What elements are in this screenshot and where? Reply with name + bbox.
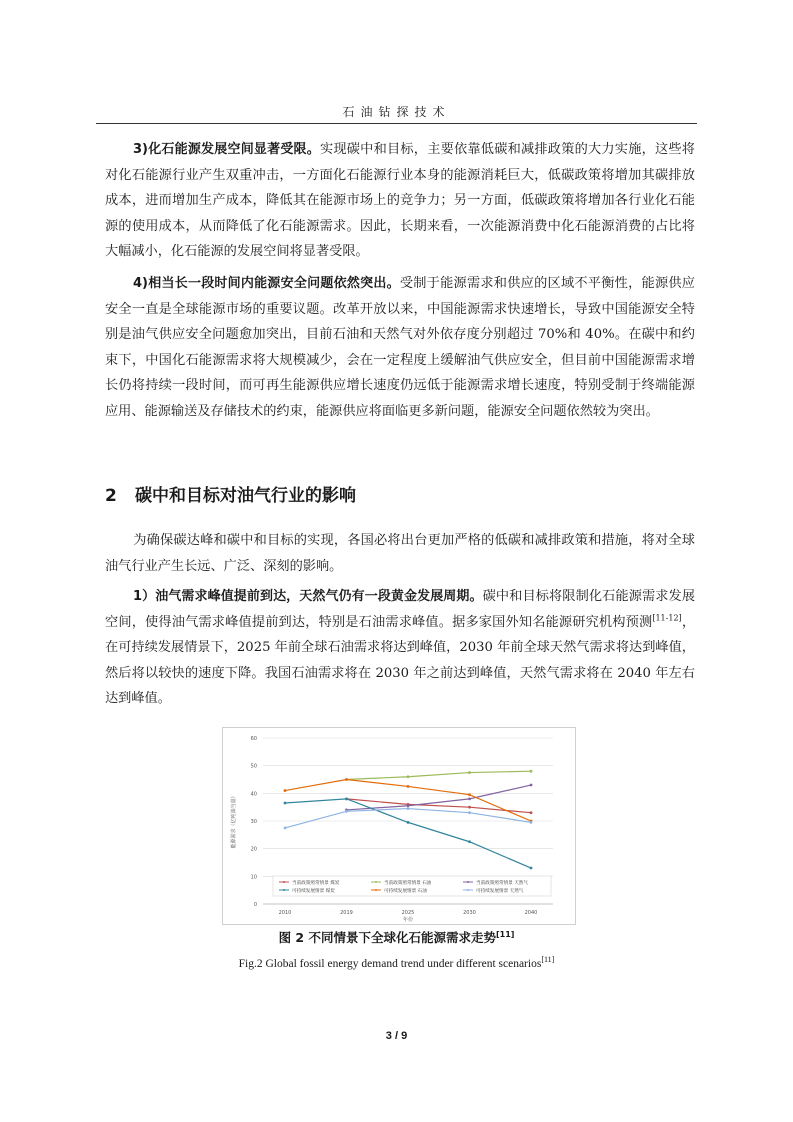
demand-chart [222,727,576,925]
y-tick-label: 10 [250,874,257,881]
data-point [530,811,533,814]
data-point [407,804,410,807]
y-tick-label: 20 [250,846,257,853]
data-point [530,821,533,824]
x-tick-label: 2025 [401,910,415,916]
data-point [284,827,287,830]
caption-citation: [11] [541,955,555,965]
data-point [407,807,410,810]
paragraph-lead: 4)相当长一段时间内能源安全问题依然突出。 [133,276,400,291]
data-point [345,797,348,800]
data-point [468,840,471,843]
paragraph-body: 实现碳中和目标，主要依靠低碳和减排政策的大力实施，这些将对化石能源行业产生双重冲击，一方面化石能源行业本身的能源消耗巨大，低碳政策将增加其碳排放成本，进而增加生产成本，降低其在能源市场上的竞争力；另一方面，低碳政策将增加各行业化石能源的使用成本，从而降低了化石能源需求。因此，长期来看，一次能源消费中化石能源消费的占比将大幅减小，化石能源的发展空间将显著受限。 [105,142,695,259]
data-point [407,775,410,778]
paragraph-lead: 3)化石能源发展空间显著受限。 [133,142,320,157]
figure-caption-cn [96,928,697,946]
legend-label: 当前政策照常情景 石油 [384,880,432,886]
section-title: 碳中和目标对油气行业的影响 [135,486,356,506]
data-point [468,771,471,774]
data-point [468,811,471,814]
x-tick-label: 2040 [524,910,538,916]
chart-svg [223,728,575,924]
paragraph-intro [105,528,695,579]
journal-header: 石油钻探技术 [342,105,451,119]
section-heading [105,481,356,506]
legend-label: 可持续发展情景 石油 [384,888,427,894]
legend-marker [283,889,285,891]
header-rule [96,123,697,124]
legend-label: 当前政策照常情景 煤炭 [292,880,340,886]
figure-caption-en [96,955,697,970]
series-layer [284,770,533,870]
legend-label: 当前政策照常情景 天然气 [476,880,528,886]
legend-marker [467,889,469,891]
paragraph-lead: 1）油气需求峰值提前到达，天然气仍有一段黄金发展周期。 [133,589,483,604]
data-point [530,784,533,787]
x-tick-label: 2010 [278,910,292,916]
section-number: 2 [105,486,117,506]
data-point [407,785,410,788]
legend-layer [273,876,551,896]
data-point [468,793,471,796]
data-point [284,802,287,805]
data-point [530,867,533,870]
paragraph-body: 为确保碳达峰和碳中和目标的实现，各国必将出台更加严格的低碳和减排政策和措施，将对全球油气行业产生长远、广泛、深刻的影响。 [105,533,695,574]
data-point [468,806,471,809]
y-tick-label: 40 [250,791,257,798]
caption-citation: [11] [495,929,515,939]
data-point [345,810,348,813]
series-line-5 [285,809,531,828]
y-tick-label: 0 [253,902,257,908]
page-number: 3 / 9 [385,1030,408,1042]
y-tick-label: 50 [250,763,257,770]
paragraph-body: 受制于能源需求和供应的区域不平衡性，能源供应安全一直是全球能源市场的重要议题。改革开放以来，中国能源需求快速增长，导致中国能源安全特别是油气供应安全问题愈加突出，目前石油和天然气对外依存度分别超过 70%和 40%。在碳中和约束下，中国化石能源需求将大规模减少，会在一定程度上缓解油气供应安全，但目前中国能源需求增长仍将持续一段时间，而可再生能源供应增长速度仍远低于能源需求增长速度，特别受制于终端能源应用、能源输送及存储技术的约束，能源供应将面临更多新问题，能源安全问题依然较为突出。 [105,276,695,419]
caption-text: 图 2 不同情景下全球化石能源需求走势 [278,930,496,945]
legend-label: 可持续发展情景 天然气 [476,888,524,894]
y-tick-label: 30 [250,819,257,825]
paragraph-fossil-energy-limited [105,137,695,265]
legend-marker [375,889,377,891]
legend-marker [283,881,285,883]
x-axis-label: 年份 [402,917,414,923]
x-tick-label: 2019 [340,910,353,916]
paragraph-body: 碳中和目标将限制化石能源需求发展空间，使得油气需求峰值提前到达，特别是石油需求峰值。据多家国外知名能源研究机构预测 [105,589,696,630]
data-point [407,821,410,824]
caption-text: Fig.2 Global fossil energy demand trend under different scenarios [238,958,542,970]
y-tick-label: 60 [250,736,257,742]
y-axis-label: 能源需求（亿吨油当量） [231,793,237,849]
legend-label: 可持续发展情景 煤炭 [292,888,335,894]
data-point [284,789,287,792]
data-point [345,778,348,781]
paragraph-energy-security [105,271,695,424]
data-point [530,770,533,773]
x-tick-label: 2030 [463,910,476,916]
paragraph-body-cont: ，在可持续发展情景下，2025 年前全球石油需求将达到峰值，2030 年前全球天然气需求将达到峰值，然后将以较快的速度下降。我国石油需求将在 2030 年之前达到峰值，天然气需求将在 2040 年左右达到峰值。 [105,614,696,706]
paragraph-demand-peak [105,584,695,712]
citation: [11-12] [652,613,682,623]
legend-marker [467,881,469,883]
data-point [468,797,471,800]
legend-marker [375,881,377,883]
series-line-1 [347,771,532,779]
